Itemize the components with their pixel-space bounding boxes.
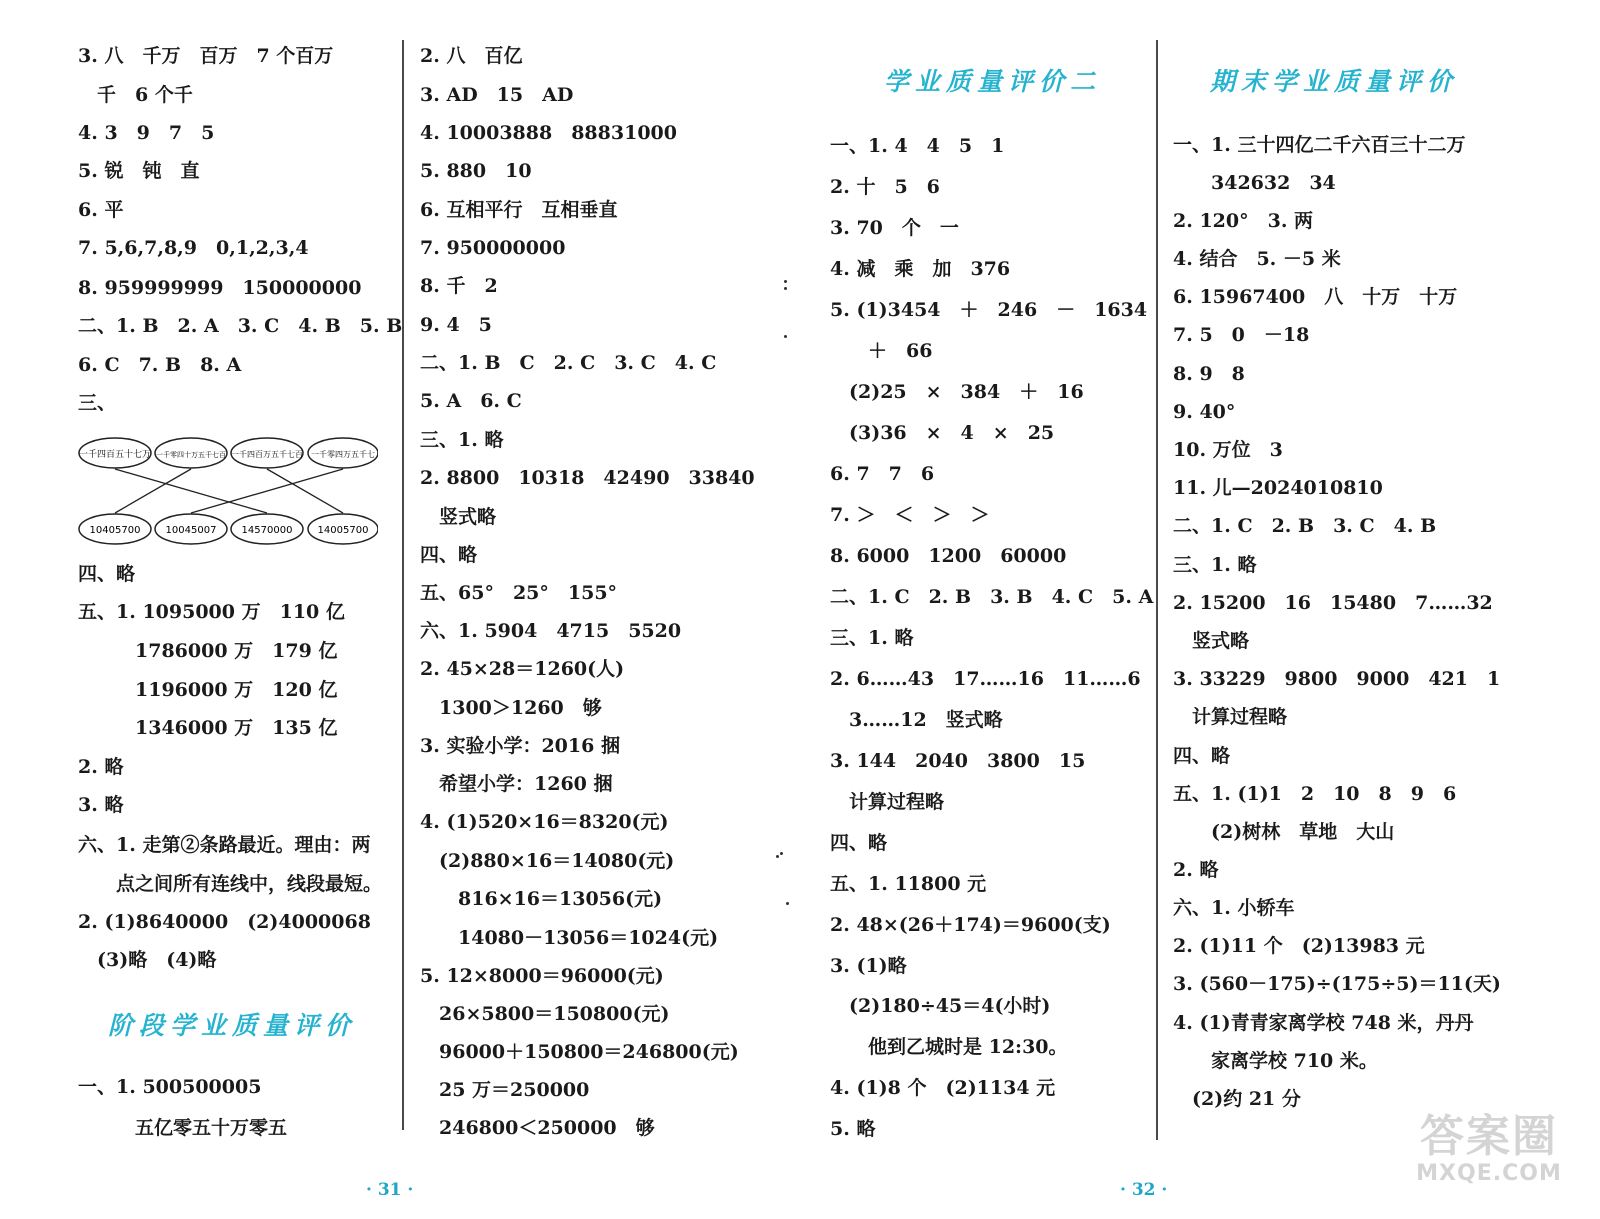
answer-line: 4. 10003888 88831000 [420,122,677,144]
answer-line: 希望小学：1260 捆 [420,773,613,795]
diagram-top-clouds [79,438,378,468]
answer-line: 二、1. B 2. A 3. C 4. B 5. B [78,315,403,337]
cloud-label: 14005700 [317,525,369,536]
connecting-line [191,469,343,513]
section-title: 学业质量评价二 [884,67,1102,96]
answer-line: 8. 959999999 150000000 [78,277,362,299]
section-title: 阶段学业质量评价 [108,1011,357,1040]
answer-line: 3. 33229 9800 9000 421 1 [1173,668,1501,690]
answer-line: 计算过程略 [1173,706,1288,728]
answer-line: 7. 5,6,7,8,9 0,1,2,3,4 [78,237,309,259]
answer-line: 6. 15967400 八 十万 十万 [1173,286,1458,308]
answer-line: 6. 7 7 6 [830,463,935,485]
answer-line: 25 万＝250000 [420,1079,590,1101]
answer-line: 4. (1)520×16＝8320(元) [420,811,669,833]
answer-line: 7. ＞ ＜ ＞ ＞ [830,504,990,526]
scan-speck [784,335,787,338]
watermark-logo [1414,1113,1564,1193]
connecting-line [115,469,191,513]
diagram-bottom-clouds [79,514,378,544]
answer-line: 11. 儿—2024010810 [1173,477,1383,499]
answer-line: 竖式略 [1173,630,1250,652]
watermark-bottom: MXQE.COM [1416,1161,1562,1186]
answer-line: 342632 34 [1173,172,1336,194]
answer-line: 3. (560－175)÷(175÷5)＝11(天) [1173,973,1501,995]
answer-line: 三、1. 略 [420,429,504,451]
answer-line: 1786000 万 179 亿 [78,640,338,662]
answer-line: 一、1. 三十四亿二千六百三十二万 [1173,134,1466,156]
section-title: 期末学业质量评价 [1210,67,1459,96]
answer-line: 2. 略 [78,756,124,778]
answer-line: 五、1. (1)1 2 10 8 9 6 [1173,783,1457,805]
answer-line: (3)36 × 4 × 25 [830,422,1055,444]
answer-line: 2. 十 5 6 [830,176,940,198]
answer-line: 二、1. C 2. B 3. C 4. B [1173,515,1437,537]
answer-line: 四、略 [78,563,136,585]
answer-line: 四、略 [830,832,888,854]
answer-line: 3. 八 千万 百万 7 个百万 [78,45,334,67]
answer-line: (2)880×16＝14080(元) [420,850,675,872]
diagram-connecting-lines [115,469,343,513]
answer-line: 四、略 [1173,745,1231,767]
answer-line: 六、1. 5904 4715 5520 [420,620,682,642]
cloud-label: 14570000 [241,525,293,536]
column-divider [402,40,404,1130]
answer-line: 4. (1)青青家离学校 748 米，丹丹 [1173,1012,1474,1034]
answer-line: 10. 万位 3 [1173,439,1283,461]
answer-line: 816×16＝13056(元) [420,888,663,910]
right-page [800,0,1600,1219]
cloud-label: 一千零四万五千七 [311,450,375,459]
answer-line: 5. 12×8000＝96000(元) [420,965,664,987]
answer-line: 5. 880 10 [420,160,532,182]
answer-line: (2)25 × 384 ＋ 16 [830,381,1084,403]
answer-line: 2. 45×28＝1260(人) [420,658,625,680]
column-divider [1156,40,1158,1140]
answer-line: 计算过程略 [830,791,945,813]
scan-speck [786,902,789,905]
cloud-label: 一千四百五十七万 [78,450,152,460]
scan-speck [776,855,779,858]
answer-line: (2)约 21 分 [1173,1088,1301,1110]
answer-line: 六、1. 走第②条路最近。理由：两 [78,834,371,856]
answer-line: 5. A 6. C [420,390,522,412]
answer-line: 5. 略 [830,1118,876,1140]
answer-line: 3. 略 [78,794,124,816]
answer-line: 二、1. B C 2. C 3. C 4. C [420,352,717,374]
answer-line: (3)略 (4)略 [78,949,217,971]
answer-line: 3. 144 2040 3800 15 [830,750,1086,772]
answer-line: 3……12 竖式略 [830,709,1003,731]
cloud-label: 一千零四十万五千七百 [156,451,226,459]
answer-line: 3. (1)略 [830,955,907,977]
answer-line: 三、1. 略 [830,627,914,649]
connecting-line [267,469,343,513]
answer-line: 家离学校 710 米。 [1173,1050,1378,1072]
answer-line: 2. 120° 3. 两 [1173,210,1314,232]
answer-line: 五亿零五十万零五 [78,1117,288,1139]
answer-line: 2. 48×(26＋174)＝9600(支) [830,914,1111,936]
answer-line: 一、1. 500500005 [78,1076,262,1098]
answer-line: 3. AD 15 AD [420,84,574,106]
answer-line: (2)180÷45＝4(小时) [830,995,1051,1017]
answer-line: 246800＜250000 够 [420,1117,655,1139]
scan-speck [784,280,787,283]
answer-line: 6. 互相平行 互相垂直 [420,199,618,221]
answer-line: 26×5800＝150800(元) [420,1003,670,1025]
answer-line: 2. 6……43 17……16 11……6 [830,668,1141,690]
answer-line: 8. 千 2 [420,275,498,297]
page-number: · 31 · [366,1180,414,1200]
answer-line: 4. 减 乘 加 376 [830,258,1011,280]
answer-line: 9. 4 5 [420,314,492,336]
answer-line: 五、65° 25° 155° [420,582,618,604]
answer-line: 7. 950000000 [420,237,566,259]
answer-line: 2. 八 百亿 [420,45,523,67]
cloud-label: 10045007 [165,525,217,536]
cloud-label: 一千四百万五千七百 [231,450,303,459]
answer-line: 五、1. 1095000 万 110 亿 [78,601,345,623]
scan-speck [780,852,783,855]
scan-speck [784,287,787,290]
answer-line: 8. 9 8 [1173,363,1245,385]
answer-line: 96000＋150800＝246800(元) [420,1041,739,1063]
answer-line: 8. 6000 1200 60000 [830,545,1067,567]
answer-line: 1300＞1260 够 [420,697,602,719]
answer-line: 一、1. 4 4 5 1 [830,135,1005,157]
answer-line: 14080－13056＝1024(元) [420,927,719,949]
answer-line: 四、略 [420,544,478,566]
page-number: · 32 · [1120,1180,1168,1200]
answer-line: 1346000 万 135 亿 [78,717,338,739]
answer-line: 4. 结合 5. －5 米 [1173,248,1341,270]
answer-line: 3. 实验小学：2016 捆 [420,735,620,757]
answer-line: 1196000 万 120 亿 [78,679,338,701]
connecting-line [115,469,267,513]
answer-line: 千 6 个千 [78,84,193,106]
answer-line: 2. 15200 16 15480 7……32 [1173,592,1493,614]
answer-line: 4. (1)8 个 (2)1134 元 [830,1077,1056,1099]
answer-line: 竖式略 [420,506,497,528]
answer-line: 9. 40° [1173,401,1236,423]
answer-line: 7. 5 0 －18 [1173,324,1310,346]
answer-line: 2. 略 [1173,859,1219,881]
watermark-top: 答案圈 [1420,1111,1558,1162]
answer-line: 6. C 7. B 8. A [78,354,242,376]
answer-line: 2. (1)11 个 (2)13983 元 [1173,935,1425,957]
answer-line: 5. 锐 钝 直 [78,160,200,182]
answer-line: ＋ 66 [830,340,933,362]
answer-line: 他到乙城时是 12:30。 [830,1036,1068,1058]
answer-line: 二、1. C 2. B 3. B 4. C 5. A [830,586,1154,608]
answer-line: 五、1. 11800 元 [830,873,987,895]
answer-line: 6. 平 [78,199,124,221]
answer-line: 4. 3 9 7 5 [78,122,215,144]
answer-line: 三、1. 略 [1173,554,1257,576]
answer-line: 3. 70 个 一 [830,217,959,239]
answer-line: 三、 [78,392,117,414]
answer-line: 5. (1)3454 ＋ 246 － 1634 [830,299,1148,321]
answer-line: 2. (1)8640000 (2)4000068 [78,911,371,933]
answer-line: 六、1. 小轿车 [1173,897,1295,919]
matching-diagram [78,435,378,550]
answer-line: 2. 8800 10318 42490 33840 [420,467,755,489]
cloud-label: 10405700 [89,525,141,536]
answer-line: (2)树林 草地 大山 [1173,821,1395,843]
answer-line: 点之间所有连线中，线段最短。 [78,873,383,895]
